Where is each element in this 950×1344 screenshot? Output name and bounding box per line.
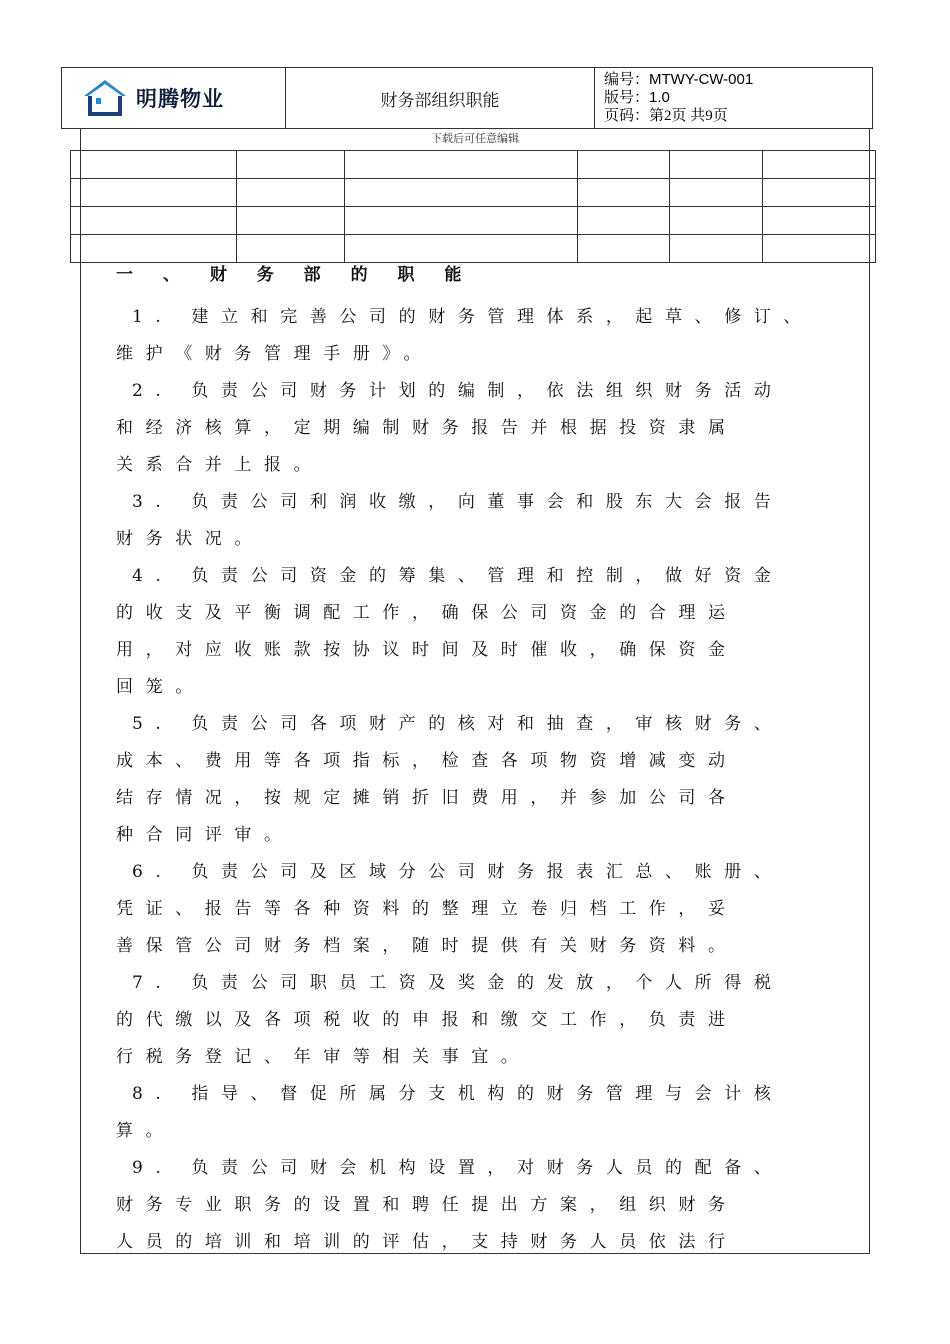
- duty-item-line: 维护《财务管理手册》。: [116, 344, 434, 364]
- duty-item-line: 7. 负责公司职员工资及奖金的发放，个人所得税: [132, 973, 784, 993]
- company-name: 明腾物业: [136, 87, 224, 111]
- doc-version: 版号：1.0: [604, 89, 670, 106]
- duty-item-line: 2. 负责公司财务计划的编制，依法组织财务活动: [132, 381, 784, 401]
- frame-border-right: [869, 129, 870, 1254]
- duty-item-line: 人员的培训和培训的评估，支持财务人员依法行: [116, 1232, 738, 1252]
- doc-title: 财务部组织职能: [286, 68, 595, 128]
- duty-item-line: 的代缴以及各项税收的申报和缴交工作，负责进: [116, 1010, 738, 1030]
- table-row: [71, 235, 876, 263]
- duty-item-line: 种合同评审。: [116, 825, 294, 845]
- duty-item-line: 财务专业职务的设置和聘任提出方案，组织财务: [116, 1195, 738, 1215]
- empty-table: [70, 150, 876, 263]
- duty-list: [116, 299, 828, 1261]
- section-title: 一 、 财 务 部 的 职 能: [116, 265, 474, 285]
- doc-meta: [595, 68, 872, 128]
- table-row: [71, 207, 876, 235]
- duty-item-line: 成本、费用等各项指标，检查各项物资增减变动: [116, 751, 738, 771]
- duty-item-line: 的收支及平衡调配工作，确保公司资金的合理运: [116, 603, 738, 623]
- duty-item-line: 财务状况。: [116, 529, 264, 549]
- page-label: 页码：: [604, 107, 650, 124]
- document-header: [61, 67, 873, 129]
- document-body: [116, 264, 828, 1261]
- duty-item-line: 关系合并上报。: [116, 455, 324, 475]
- page-info: 第2页 共9页: [649, 108, 728, 124]
- table-row: [71, 151, 876, 179]
- duty-item-line: 和经济核算，定期编制财务报告并根据投资隶属: [116, 418, 738, 438]
- duty-item-line: 凭证、报告等各种资料的整理立卷归档工作，妥: [116, 899, 738, 919]
- doc-code: 编号：MTWY-CW-001: [604, 71, 754, 88]
- doc-page: [604, 107, 872, 125]
- duty-item-line: 5. 负责公司各项财产的核对和抽查，审核财务、: [132, 714, 784, 734]
- house-logo-icon: [82, 78, 128, 118]
- duty-item-line: 3. 负责公司利润收缴，向董事会和股东大会报告: [132, 492, 784, 512]
- duty-item-line: 用，对应收账款按协议时间及时催收，确保资金: [116, 640, 738, 660]
- duty-item-line: 1. 建立和完善公司的财务管理体系，起草、修订、: [132, 307, 814, 327]
- duty-item-line: 6. 负责公司及区域分公司财务报表汇总、账册、: [132, 862, 784, 882]
- duty-item-line: 算。: [116, 1121, 176, 1141]
- duty-item-line: 8. 指导、督促所属分支机构的财务管理与会计核: [132, 1084, 784, 1104]
- frame-border-left: [80, 129, 81, 1254]
- duty-item-line: 9. 负责公司财会机构设置，对财务人员的配备、: [132, 1158, 784, 1178]
- duty-item-line: 善保管公司财务档案，随时提供有关财务资料。: [116, 936, 738, 956]
- download-note: 下载后可任意编辑: [431, 132, 519, 145]
- duty-item-line: 行税务登记、年审等相关事宜。: [116, 1047, 531, 1067]
- table-row: [71, 179, 876, 207]
- duty-item-line: 回笼。: [116, 677, 205, 697]
- logo: [62, 68, 286, 128]
- duty-item-line: 结存情况，按规定摊销折旧费用，并参加公司各: [116, 788, 738, 808]
- duty-item-line: 4. 负责公司资金的筹集、管理和控制，做好资金: [132, 566, 784, 586]
